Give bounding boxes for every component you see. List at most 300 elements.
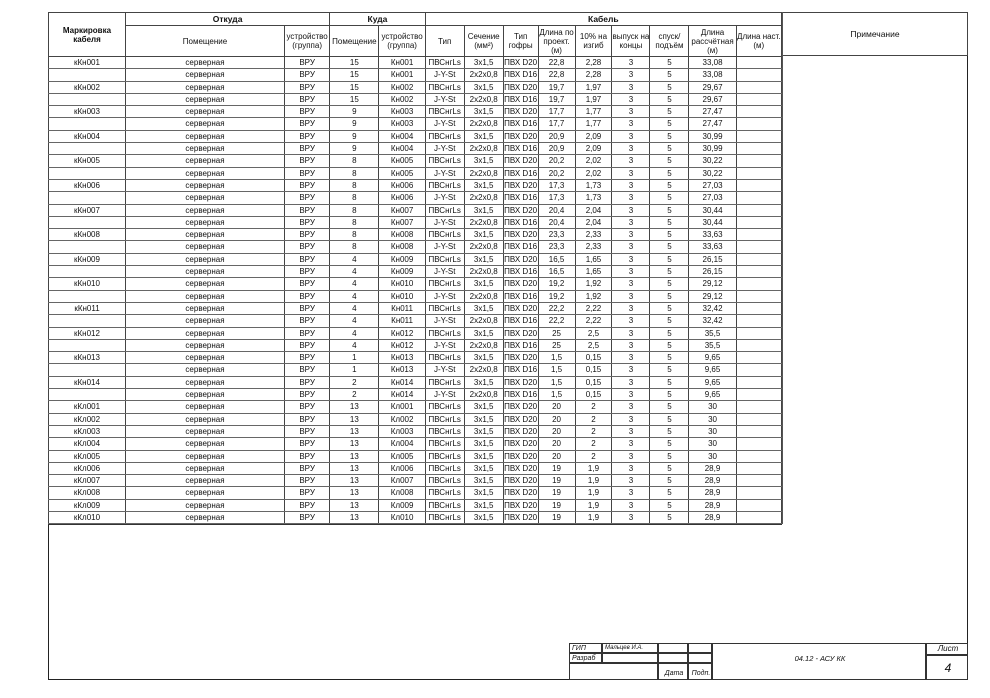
- table-cell: Кл008: [379, 487, 425, 499]
- table-row: [49, 130, 782, 142]
- table-cell: ПВХ D16: [504, 267, 538, 277]
- table-cell: 30: [689, 438, 736, 450]
- table-cell: 3: [612, 118, 650, 130]
- table-cell: J-Y-St: [425, 241, 464, 253]
- table-cell: 1,97: [575, 81, 612, 93]
- table-cell: 2,02: [575, 155, 612, 167]
- table-cell: серверная: [125, 462, 284, 474]
- table-cell: Кн012: [379, 327, 425, 339]
- table-cell: 5: [650, 253, 689, 265]
- table-row: [49, 118, 782, 130]
- table-cell: [736, 106, 781, 118]
- table-cell: серверная: [125, 93, 284, 105]
- table-cell: [49, 364, 126, 376]
- table-cell: [736, 155, 781, 167]
- table-cell: кКн002: [49, 81, 126, 93]
- table-cell: ВРУ: [285, 130, 330, 142]
- table-cell: Кл007: [379, 475, 425, 487]
- table-cell: серверная: [125, 278, 284, 290]
- table-row: [49, 216, 782, 228]
- table-cell: ПВХ D20: [504, 230, 538, 240]
- table-cell: серверная: [125, 487, 284, 499]
- table-cell: [49, 216, 126, 228]
- table-cell: 28,9: [689, 487, 736, 499]
- table-cell: 3: [612, 229, 650, 241]
- table-cell: Кн001: [379, 57, 425, 69]
- table-cell: 1,9: [575, 462, 612, 474]
- table-cell: серверная: [125, 118, 284, 130]
- table-cell: 33,63: [689, 229, 736, 241]
- table-cell: 5: [650, 229, 689, 241]
- table-row: [49, 364, 782, 376]
- table-cell: 23,3: [538, 241, 575, 253]
- table-cell: 29,12: [689, 290, 736, 302]
- table-cell: 8: [330, 192, 379, 204]
- header-marking: Маркировка кабеля: [49, 13, 126, 57]
- table-cell: 4: [330, 327, 379, 339]
- table-cell: кКл006: [49, 462, 126, 474]
- table-cell: 17,3: [538, 179, 575, 191]
- table-cell: 5: [650, 241, 689, 253]
- table-cell: Кн011: [379, 315, 425, 327]
- table-cell: кКн005: [49, 155, 126, 167]
- table-cell: 28,9: [689, 462, 736, 474]
- table-cell: ВРУ: [285, 315, 330, 327]
- table-cell: 3х1,5: [464, 487, 503, 499]
- table-cell: 2х2х0,8: [464, 364, 503, 376]
- table-cell: [49, 69, 126, 81]
- tb-razrab-name: [602, 653, 658, 663]
- table-cell: [736, 192, 781, 204]
- table-cell: [736, 425, 781, 437]
- table-row: [49, 155, 782, 167]
- table-cell: 29,67: [689, 81, 736, 93]
- table-cell: серверная: [125, 389, 284, 401]
- table-cell: 1,92: [575, 278, 612, 290]
- table-cell: ПВХ D20: [504, 463, 538, 473]
- table-cell: 8: [330, 204, 379, 216]
- title-block: [569, 643, 968, 680]
- table-cell: 30: [689, 425, 736, 437]
- table-cell: J-Y-St: [425, 93, 464, 105]
- table-cell: 3х1,5: [464, 130, 503, 142]
- header-room: Помещение: [125, 26, 284, 57]
- table-cell: Кн009: [379, 266, 425, 278]
- table-cell: ПВХ D16: [504, 217, 538, 227]
- table-cell: 2х2х0,8: [464, 389, 503, 401]
- table-cell: серверная: [125, 69, 284, 81]
- table-cell: 3: [612, 179, 650, 191]
- table-cell: серверная: [125, 339, 284, 351]
- table-cell: 1: [330, 364, 379, 376]
- tb-sheet-label: Лист: [926, 643, 968, 655]
- table-cell: 3: [612, 57, 650, 69]
- table-cell: 5: [650, 511, 689, 523]
- tb-doc-code: 04.12 - АСУ КК: [712, 643, 926, 680]
- table-cell: 3: [612, 376, 650, 388]
- tb-gip-name: Мальцев И.А.: [602, 643, 658, 653]
- table-cell: ПВСнгLs: [425, 450, 464, 462]
- table-cell: Кл003: [379, 425, 425, 437]
- table-cell: 3: [612, 302, 650, 314]
- table-cell: 4: [330, 290, 379, 302]
- table-cell: серверная: [125, 266, 284, 278]
- table-cell: [736, 462, 781, 474]
- table-cell: 28,9: [689, 499, 736, 511]
- table-cell: 3: [612, 499, 650, 511]
- table-cell: 23,3: [538, 229, 575, 241]
- table-cell: 20,2: [538, 155, 575, 167]
- table-cell: [736, 266, 781, 278]
- table-cell: 3: [612, 290, 650, 302]
- table-row: [49, 315, 782, 327]
- table-cell: 30,22: [689, 155, 736, 167]
- table-cell: 5: [650, 179, 689, 191]
- table-cell: 2х2х0,8: [464, 266, 503, 278]
- table-cell: ПВСнгLs: [425, 179, 464, 191]
- table-cell: 3: [612, 401, 650, 413]
- table-cell: 5: [650, 475, 689, 487]
- table-cell: 3: [612, 253, 650, 265]
- table-cell: ПВСнгLs: [425, 352, 464, 364]
- table-cell: ПВХ D20: [504, 279, 538, 289]
- table-row: [49, 179, 782, 191]
- table-cell: ВРУ: [285, 327, 330, 339]
- table-cell: ВРУ: [285, 143, 330, 155]
- table-cell: 19,2: [538, 278, 575, 290]
- table-cell: ПВХ D20: [504, 414, 538, 424]
- table-cell: 30,44: [689, 204, 736, 216]
- table-cell: ПВСнгLs: [425, 413, 464, 425]
- table-cell: 2: [575, 438, 612, 450]
- table-row: [49, 253, 782, 265]
- table-cell: Кн003: [379, 118, 425, 130]
- table-cell: 8: [330, 155, 379, 167]
- tb-razrab-sign: [658, 653, 688, 663]
- table-cell: ВРУ: [285, 475, 330, 487]
- table-cell: J-Y-St: [425, 339, 464, 351]
- table-cell: ПВСнгLs: [425, 57, 464, 69]
- table-cell: ПВХ D16: [504, 193, 538, 203]
- table-cell: 8: [330, 216, 379, 228]
- table-cell: 9,65: [689, 364, 736, 376]
- table-cell: [736, 81, 781, 93]
- table-cell: ВРУ: [285, 241, 330, 253]
- table-cell: Кн003: [379, 106, 425, 118]
- table-cell: ПВХ D16: [504, 144, 538, 154]
- table-cell: 17,7: [538, 106, 575, 118]
- table-cell: 20,9: [538, 143, 575, 155]
- table-cell: [49, 266, 126, 278]
- table-cell: 2,22: [575, 302, 612, 314]
- table-row: [49, 389, 782, 401]
- table-cell: ПВХ D20: [504, 58, 538, 67]
- table-cell: ПВХ D16: [504, 291, 538, 301]
- table-row: [49, 475, 782, 487]
- table-cell: Кн005: [379, 167, 425, 179]
- table-row: [49, 376, 782, 388]
- table-cell: 13: [330, 413, 379, 425]
- header-device-to: устройство (группа): [379, 26, 425, 57]
- table-cell: 13: [330, 425, 379, 437]
- table-cell: 2,33: [575, 229, 612, 241]
- table-cell: [49, 339, 126, 351]
- table-cell: 26,15: [689, 253, 736, 265]
- table-cell: 16,5: [538, 266, 575, 278]
- table-cell: 3: [612, 425, 650, 437]
- table-cell: 15: [330, 57, 379, 69]
- table-cell: [736, 229, 781, 241]
- table-cell: 3х1,5: [464, 253, 503, 265]
- table-cell: 3х1,5: [464, 278, 503, 290]
- table-cell: Кн013: [379, 352, 425, 364]
- table-cell: 13: [330, 462, 379, 474]
- table-cell: ПВСнгLs: [425, 376, 464, 388]
- table-bottom-line: [48, 524, 782, 525]
- tb-gip-label: ГИП: [569, 643, 602, 653]
- table-cell: 17,3: [538, 192, 575, 204]
- table-cell: 1,92: [575, 290, 612, 302]
- table-cell: 26,15: [689, 266, 736, 278]
- table-cell: J-Y-St: [425, 389, 464, 401]
- table-cell: серверная: [125, 143, 284, 155]
- table-cell: 30,99: [689, 143, 736, 155]
- table-cell: 3х1,5: [464, 327, 503, 339]
- table-cell: J-Y-St: [425, 118, 464, 130]
- table-row: [49, 266, 782, 278]
- table-row: [49, 438, 782, 450]
- table-cell: ПВХ D20: [504, 131, 538, 141]
- table-cell: кКл001: [49, 401, 126, 413]
- table-cell: 2х2х0,8: [464, 339, 503, 351]
- header-pipe: Тип гофры: [503, 26, 538, 57]
- table-cell: ПВСнгLs: [425, 511, 464, 523]
- table-cell: ПВХ D16: [504, 70, 538, 80]
- table-cell: [736, 315, 781, 327]
- table-cell: 5: [650, 315, 689, 327]
- table-cell: 13: [330, 487, 379, 499]
- header-len-calc: Длина рассчётная (м): [689, 26, 736, 57]
- table-cell: [736, 179, 781, 191]
- table-cell: 2,04: [575, 216, 612, 228]
- table-cell: 25: [538, 327, 575, 339]
- table-cell: 1,65: [575, 253, 612, 265]
- table-cell: 5: [650, 93, 689, 105]
- table-cell: 2х2х0,8: [464, 241, 503, 253]
- table-cell: 1,9: [575, 475, 612, 487]
- table-cell: 0,15: [575, 376, 612, 388]
- table-cell: 5: [650, 192, 689, 204]
- table-row: [49, 425, 782, 437]
- table-cell: [736, 290, 781, 302]
- table-cell: ПВСнгLs: [425, 229, 464, 241]
- table-cell: 2,02: [575, 167, 612, 179]
- table-cell: ПВХ D16: [504, 390, 538, 400]
- table-cell: 3х1,5: [464, 511, 503, 523]
- table-cell: ВРУ: [285, 364, 330, 376]
- table-cell: 3: [612, 204, 650, 216]
- table-cell: 3х1,5: [464, 462, 503, 474]
- table-cell: J-Y-St: [425, 143, 464, 155]
- table-cell: 13: [330, 475, 379, 487]
- table-cell: 20,4: [538, 216, 575, 228]
- table-cell: ВРУ: [285, 216, 330, 228]
- table-cell: 2,5: [575, 339, 612, 351]
- table-cell: ВРУ: [285, 81, 330, 93]
- table-cell: 1,73: [575, 179, 612, 191]
- table-cell: 1,5: [538, 352, 575, 364]
- table-cell: [49, 118, 126, 130]
- table-cell: 15: [330, 69, 379, 81]
- table-cell: 4: [330, 302, 379, 314]
- table-cell: 30,22: [689, 167, 736, 179]
- table-cell: ВРУ: [285, 69, 330, 81]
- header-to: Куда: [330, 13, 425, 26]
- table-cell: 9,65: [689, 376, 736, 388]
- table-cell: 13: [330, 499, 379, 511]
- header-drop: спуск/подъём: [650, 26, 689, 57]
- table-cell: Кн008: [379, 241, 425, 253]
- table-cell: 33,63: [689, 241, 736, 253]
- table-cell: 20: [538, 401, 575, 413]
- table-cell: серверная: [125, 352, 284, 364]
- table-cell: серверная: [125, 155, 284, 167]
- table-cell: Кн002: [379, 81, 425, 93]
- table-cell: 5: [650, 401, 689, 413]
- table-row: [49, 499, 782, 511]
- table-cell: ВРУ: [285, 155, 330, 167]
- table-cell: 20: [538, 425, 575, 437]
- table-cell: 5: [650, 167, 689, 179]
- header-room-to: Помещение: [330, 26, 379, 57]
- table-cell: ПВСнгLs: [425, 487, 464, 499]
- table-row: [49, 81, 782, 93]
- table-cell: 2: [575, 450, 612, 462]
- table-cell: серверная: [125, 179, 284, 191]
- table-cell: [736, 475, 781, 487]
- table-row: [49, 69, 782, 81]
- table-cell: Кн006: [379, 179, 425, 191]
- table-cell: J-Y-St: [425, 290, 464, 302]
- table-cell: кКл010: [49, 511, 126, 523]
- table-cell: 3х1,5: [464, 425, 503, 437]
- table-cell: 1,5: [538, 376, 575, 388]
- table-cell: [49, 143, 126, 155]
- note-divider: [782, 12, 783, 524]
- table-row: [49, 327, 782, 339]
- table-cell: 16,5: [538, 253, 575, 265]
- table-cell: 3: [612, 327, 650, 339]
- table-cell: 30: [689, 450, 736, 462]
- table-cell: ПВСнгLs: [425, 204, 464, 216]
- table-cell: 3: [612, 93, 650, 105]
- table-cell: 4: [330, 253, 379, 265]
- table-row: [49, 352, 782, 364]
- table-cell: 3: [612, 81, 650, 93]
- table-cell: 33,08: [689, 57, 736, 69]
- table-cell: ПВХ D20: [504, 107, 538, 117]
- table-cell: серверная: [125, 106, 284, 118]
- header-type: Тип: [425, 26, 464, 57]
- table-cell: 20,2: [538, 167, 575, 179]
- table-cell: ВРУ: [285, 192, 330, 204]
- table-cell: ВРУ: [285, 278, 330, 290]
- table-row: [49, 229, 782, 241]
- table-cell: Кн010: [379, 278, 425, 290]
- table-cell: ПВХ D20: [504, 180, 538, 190]
- table-cell: 5: [650, 339, 689, 351]
- table-cell: 3: [612, 315, 650, 327]
- table-cell: кКл009: [49, 499, 126, 511]
- table-cell: 3: [612, 278, 650, 290]
- table-cell: ВРУ: [285, 339, 330, 351]
- table-cell: 13: [330, 450, 379, 462]
- table-cell: [736, 413, 781, 425]
- table-cell: 19: [538, 462, 575, 474]
- tb-empty: [569, 663, 658, 680]
- table-cell: J-Y-St: [425, 216, 464, 228]
- table-cell: [736, 253, 781, 265]
- table-cell: 5: [650, 81, 689, 93]
- table-cell: Кн002: [379, 93, 425, 105]
- table-cell: Кн004: [379, 143, 425, 155]
- table-cell: ПВХ D16: [504, 340, 538, 350]
- table-cell: 35,5: [689, 327, 736, 339]
- table-cell: 19: [538, 487, 575, 499]
- table-cell: 8: [330, 179, 379, 191]
- table-cell: [736, 339, 781, 351]
- cable-rows: [49, 57, 782, 524]
- table-cell: 5: [650, 364, 689, 376]
- table-cell: серверная: [125, 499, 284, 511]
- table-cell: ПВСнгLs: [425, 130, 464, 142]
- table-cell: 19,7: [538, 81, 575, 93]
- table-cell: 5: [650, 216, 689, 228]
- table-cell: Кл001: [379, 401, 425, 413]
- table-cell: [736, 143, 781, 155]
- table-cell: серверная: [125, 425, 284, 437]
- table-cell: ПВСнгLs: [425, 475, 464, 487]
- table-cell: 13: [330, 438, 379, 450]
- table-row: [49, 462, 782, 474]
- table-cell: 2,22: [575, 315, 612, 327]
- table-cell: [49, 315, 126, 327]
- table-cell: 2х2х0,8: [464, 143, 503, 155]
- table-cell: серверная: [125, 475, 284, 487]
- table-cell: кКн013: [49, 352, 126, 364]
- table-cell: 3х1,5: [464, 438, 503, 450]
- table-cell: ВРУ: [285, 413, 330, 425]
- table-cell: ВРУ: [285, 290, 330, 302]
- table-cell: 2х2х0,8: [464, 167, 503, 179]
- table-cell: серверная: [125, 130, 284, 142]
- table-cell: 20,4: [538, 204, 575, 216]
- table-cell: ПВСнгLs: [425, 81, 464, 93]
- table-cell: 3: [612, 413, 650, 425]
- table-cell: ПВХ D16: [504, 94, 538, 104]
- table-cell: ВРУ: [285, 179, 330, 191]
- table-cell: 3: [612, 69, 650, 81]
- tb-gip-sign: [658, 643, 688, 653]
- table-cell: 0,15: [575, 352, 612, 364]
- table-cell: 3: [612, 266, 650, 278]
- table-cell: серверная: [125, 511, 284, 523]
- table-cell: 3х1,5: [464, 401, 503, 413]
- table-cell: серверная: [125, 315, 284, 327]
- table-cell: ПВСнгLs: [425, 106, 464, 118]
- table-cell: 2х2х0,8: [464, 93, 503, 105]
- table-cell: 9: [330, 118, 379, 130]
